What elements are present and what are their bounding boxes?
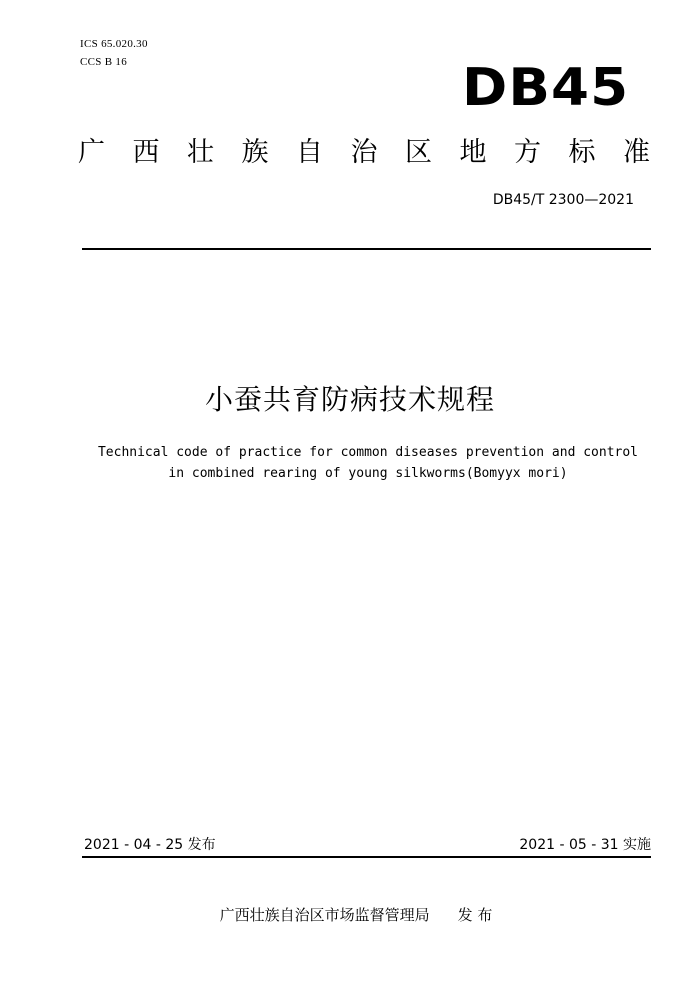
standard-number: DB45/T 2300—2021 bbox=[492, 192, 634, 208]
standard-type-char: 族 bbox=[241, 137, 269, 168]
document-title-cn: 小蚕共育防病技术规程 bbox=[204, 383, 495, 416]
standard-type-char: 西 bbox=[132, 137, 160, 168]
document-title-en-line1: Technical code of practice for common diseases prevention and control bbox=[97, 445, 639, 460]
standard-type-char: 地 bbox=[459, 137, 487, 168]
standard-type-char: 方 bbox=[514, 137, 541, 168]
standard-type-char: 自 bbox=[296, 137, 323, 168]
publish-label: 发 布 bbox=[457, 906, 493, 924]
header-divider bbox=[82, 248, 651, 250]
db45-logo: DB45 bbox=[462, 58, 630, 118]
footer-divider bbox=[82, 856, 651, 858]
ccs-code: CCS B 16 bbox=[80, 56, 128, 68]
classification-codes bbox=[80, 35, 148, 71]
standard-type-char: 治 bbox=[350, 137, 378, 168]
standard-type-title bbox=[78, 133, 650, 173]
document-title-en bbox=[60, 442, 676, 484]
standard-type-char: 广 bbox=[78, 137, 105, 168]
standard-type-char: 壮 bbox=[187, 137, 214, 168]
standard-type-char: 标 bbox=[568, 137, 596, 168]
publisher-line bbox=[0, 904, 700, 926]
publisher-name: 广西壮族自治区市场监督管理局 bbox=[219, 906, 430, 924]
issue-date: 2021 - 04 - 25 发布 bbox=[84, 837, 216, 853]
document-title-en-line2: in combined rearing of young silkworms(Bomyyx mori) bbox=[168, 466, 568, 481]
ics-code: ICS 65.020.30 bbox=[80, 38, 148, 50]
standard-type-char: 区 bbox=[405, 137, 432, 168]
implementation-date: 2021 - 05 - 31 实施 bbox=[519, 837, 651, 853]
standard-type-char: 准 bbox=[623, 137, 650, 168]
